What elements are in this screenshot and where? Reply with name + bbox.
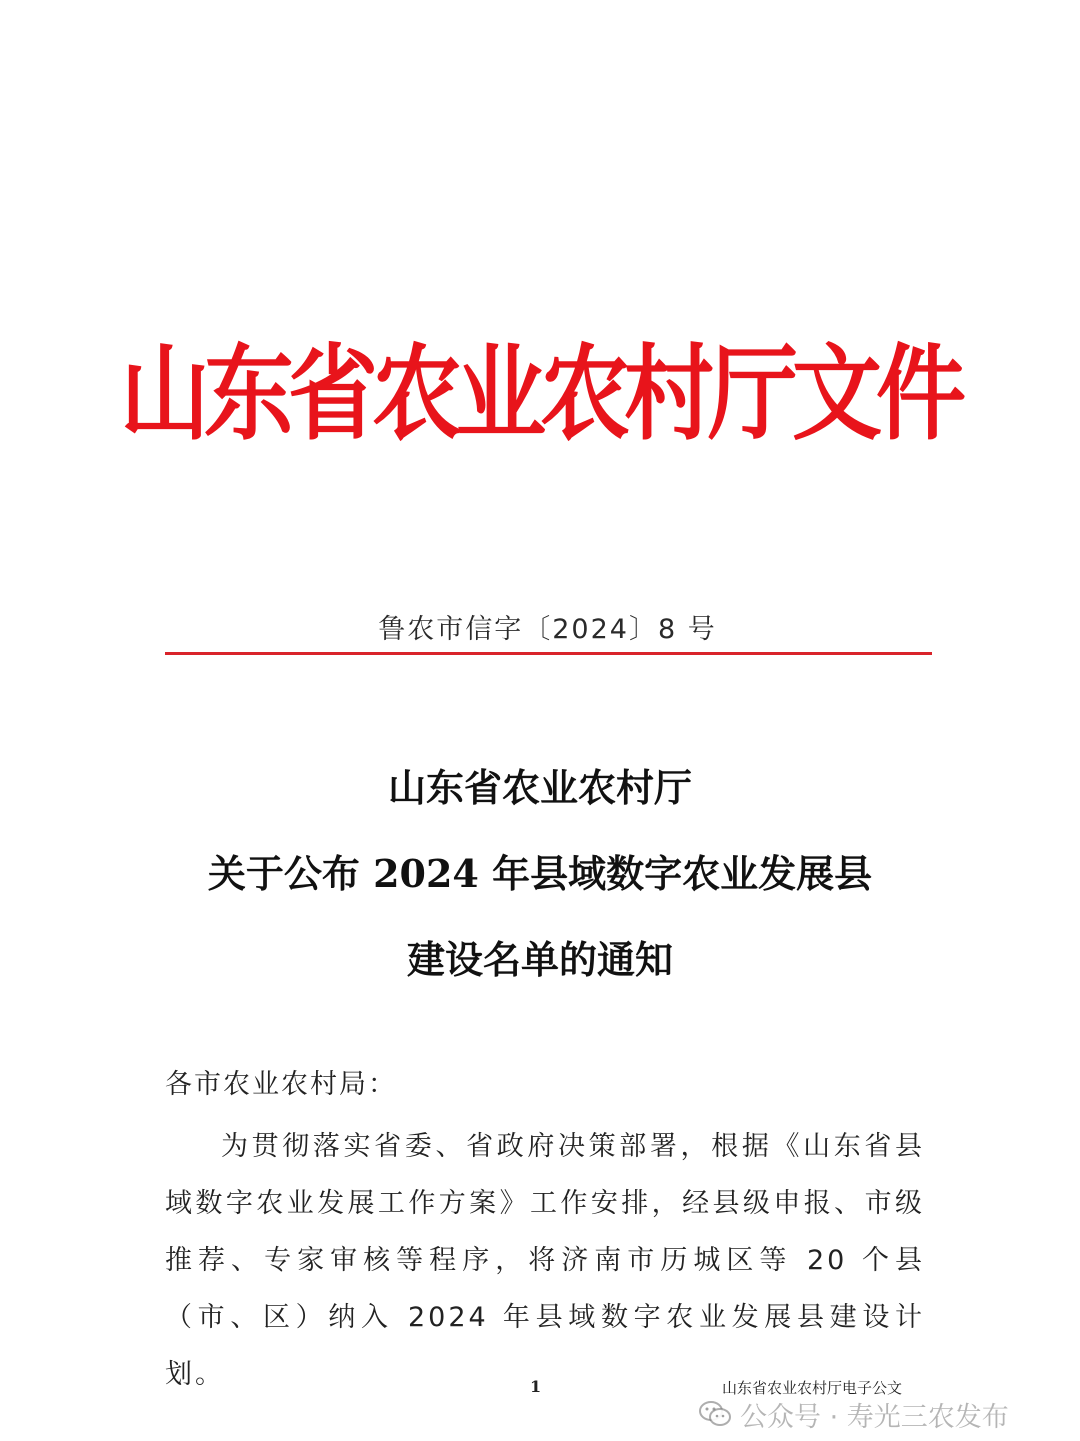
document-number: 鲁农市信字〔2024〕8 号: [378, 614, 717, 645]
page-number: 1: [530, 1377, 542, 1396]
red-divider: [165, 652, 932, 655]
watermark: [698, 1397, 1009, 1431]
title-line-3: 建设名单的通知: [406, 937, 673, 982]
document-masthead: 山东省农业农村厅文件: [120, 334, 960, 455]
footer-source: 山东省农业农村厅电子公文: [722, 1379, 903, 1397]
title-line-2: 关于公布 2024 年县域数字农业发展县: [207, 851, 873, 896]
body-paragraph: 为贯彻落实省委、省政府决策部署，根据《山东省县域数字农业发展工作方案》工作安排，经县级申报、市级推荐、专家审核等程序，将济南市历城区等 20 个县（市、区）纳入 2024 年县域数字农业发展县建设计划。: [165, 1131, 925, 1390]
salutation: 各市农业农村局：: [165, 1069, 397, 1100]
document-title: [120, 745, 960, 1003]
wechat-icon: [698, 1400, 732, 1428]
watermark-text: 公众号 · 寿光三农发布: [740, 1401, 1009, 1433]
title-line-1: 山东省农业农村厅: [387, 765, 692, 810]
